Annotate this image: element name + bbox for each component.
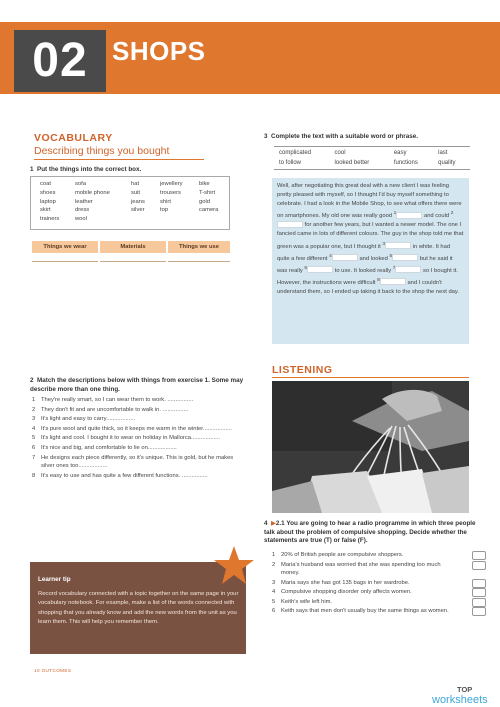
- word-column: sofa mobile phone leather dress wool: [75, 181, 110, 223]
- shopping-bags-photo: [272, 381, 469, 513]
- true-false-box[interactable]: [472, 561, 486, 570]
- list-item: 2 Maria's husband was worried that she was spending too much money.: [272, 561, 486, 578]
- gap-fill-text: Well, after negotiating this great deal with a new client I was feeling pretty pleased with myself, so I thought I'd buy myself something to celebrate. I had a look in the Mobile Shop, to see what offers there were on smartphones. My old one was really good $^1$ and could $^2$ for another few years, but I wanted a newer model. The one I fancied came in lots of different colours. The guy in the shop told me that green was a popular one, but I thought it $^3$ in white. It had quite a few different $^4$ and looked $^5$ but he said it was really $^6$ to use. It looked really $^7$ so I bought it. However, the instructions were difficult $^8$ and I couldn't understand them, so I ended up taking it back to the shop the next day.: [272, 178, 469, 344]
- category-answer-line: [100, 261, 166, 262]
- exercise-4-instruction: 4 ▶2.1 You are going to hear a radio programme in which three people talk about the problem of compulsive shopping. Decide whether the statements are true (T) or false (F).: [264, 520, 476, 545]
- list-item: 6 It's nice and big, and comfortable to lie on..................: [32, 444, 177, 451]
- category-answer-line: [32, 261, 98, 262]
- gap-input[interactable]: [277, 221, 303, 228]
- gap-input[interactable]: [385, 242, 411, 249]
- list-item: 4 Compulsive shopping disorder only affects women.: [272, 588, 486, 597]
- category-materials: Materials: [100, 241, 166, 253]
- list-item: 1 20% of British people are compulsive shoppers.: [272, 551, 486, 560]
- gap-input[interactable]: [395, 266, 421, 273]
- page-number: 10 OUTCOMES: [34, 668, 72, 673]
- learner-tip-text: Record vocabulary connected with a topic together on the same page in your vocabulary notebook. For example, make a list of the words connected with shopping that you already know and add the new words from the unit as you learn them. This will help you remember them.: [38, 591, 239, 625]
- star-icon: [213, 545, 255, 587]
- exercise-1-instruction: 1 Put the things into the correct box.: [30, 166, 142, 173]
- shopping-bags-image: [272, 381, 469, 513]
- word-column: jewellery trousers shirt top: [160, 181, 183, 214]
- unit-number: 02: [14, 30, 106, 92]
- exercise-4-list: [272, 551, 486, 617]
- list-item: 6 Keith says that men don't usually buy the same things as women.: [272, 607, 486, 616]
- list-item: 2 They don't fit and are uncomfortable to walk in. ................: [32, 406, 189, 413]
- watermark-top: TOP: [457, 685, 473, 694]
- word-column: hat suit jeans silver: [131, 181, 145, 214]
- learner-tip-title: Learner tip: [38, 576, 71, 583]
- list-item: 8 It's easy to use and has quite a few different functions. ................: [32, 472, 208, 479]
- exercise-3-word-box: complicated cool easy last to follow looked better functions quality: [274, 146, 470, 170]
- true-false-box[interactable]: [472, 551, 486, 560]
- exercise-2-list: [32, 396, 248, 481]
- true-false-box[interactable]: [472, 607, 486, 616]
- list-item: 3 Maria says she has got 135 bags in her wardrobe.: [272, 579, 486, 588]
- audio-icon: ▶: [271, 520, 276, 527]
- list-item: 7 He designs each piece differently, so it's unique. This is gold, but he makes silver ones too..................: [32, 454, 234, 470]
- list-item: 3 It's light and easy to carry..................: [32, 416, 136, 423]
- exercise-3-instruction: 3 Complete the text with a suitable word or phrase.: [264, 133, 418, 140]
- gap-input[interactable]: [392, 254, 418, 261]
- gap-input[interactable]: [307, 266, 333, 273]
- word-column: coat shoes laptop skirt trainers: [40, 181, 60, 223]
- word-box: [30, 176, 230, 230]
- category-things-we-use: Things we use: [168, 241, 230, 253]
- gap-input[interactable]: [332, 254, 358, 261]
- listening-rule: [272, 377, 469, 378]
- word-column: bike T-shirt gold camera: [199, 181, 219, 214]
- vocabulary-heading: VOCABULARY: [34, 132, 113, 144]
- watermark-worksheets: worksheets: [432, 694, 488, 706]
- vocabulary-subheading: Describing things you bought: [34, 145, 170, 157]
- list-item: 4 It's pure wool and quite thick, so it keeps me warm in the winter..................: [32, 425, 232, 432]
- list-item: 5 Keith's wife left him.: [272, 598, 486, 607]
- category-answer-line: [168, 261, 230, 262]
- category-things-we-wear: Things we wear: [32, 241, 98, 253]
- list-item: 5 It's light and cool. I bought it to wear on holiday in Mallorca..................: [32, 435, 220, 442]
- listening-heading: LISTENING: [272, 364, 333, 376]
- exercise-2-instruction: 2 Match the descriptions below with things from exercise 1. Some may describe more than one thing.: [30, 377, 244, 393]
- true-false-box[interactable]: [472, 588, 486, 597]
- true-false-box[interactable]: [472, 579, 486, 588]
- gap-input[interactable]: [396, 212, 422, 219]
- list-item: 1 They're really smart, so I can wear them to work. ................: [32, 397, 194, 403]
- gap-input[interactable]: [380, 278, 406, 285]
- true-false-box[interactable]: [472, 598, 486, 607]
- vocabulary-rule: [34, 159, 204, 160]
- unit-title: SHOPS: [112, 36, 206, 66]
